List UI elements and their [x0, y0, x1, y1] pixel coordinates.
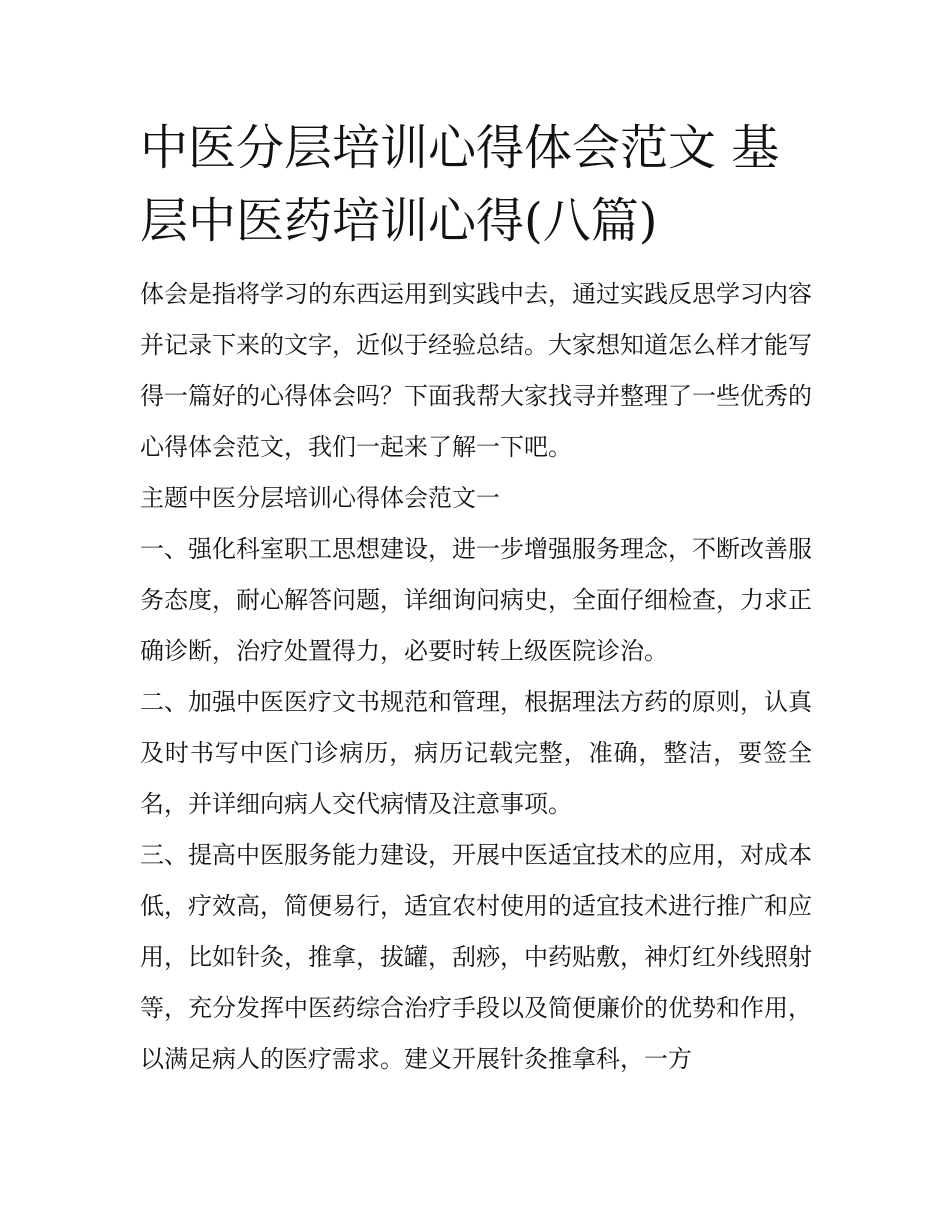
paragraph-item-3: 三、提高中医服务能力建设，开展中医适宜技术的应用，对成本低，疗效高，简便易行，适宜农村使用的适宜技术进行推广和应用，比如针灸，推拿，拔罐，刮痧，中药贴敷，神灯红外线照射等，充分发挥中医药综合治疗手段以及简便廉价的优势和作用，以满足病人的医疗需求。建义开展针灸推拿科，一方: [140, 841, 812, 1073]
section-heading: 主题中医分层培训心得体会范文一: [140, 484, 500, 512]
paragraph-list: [140, 269, 812, 1085]
paragraph-item-2: 二、加强中医医疗文书规范和管理，根据理法方药的原则，认真及时书写中医门诊病历，病历记载完整，准确，整洁，要签全名，并详细向病人交代病情及注意事项。: [140, 688, 812, 818]
document-body: [140, 112, 812, 1085]
paragraph-item-1: 一、强化科室职工思想建设，进一步增强服务理念，不断改善服务态度，耐心解答问题，详细询问病史，全面仔细检查，力求正确诊断，治疗处置得力，必要时转上级医院诊治。: [140, 535, 812, 665]
document-title: 中医分层培训心得体会范文 基层中医药培训心得(八篇): [140, 120, 780, 249]
intro-paragraph: 体会是指将学习的东西运用到实践中去，通过实践反思学习内容并记录下来的文字，近似于经验总结。大家想知道怎么样才能写得一篇好的心得体会吗？下面我帮大家找寻并整理了一些优秀的心得体会范文，我们一起来了解一下吧。: [140, 280, 812, 461]
